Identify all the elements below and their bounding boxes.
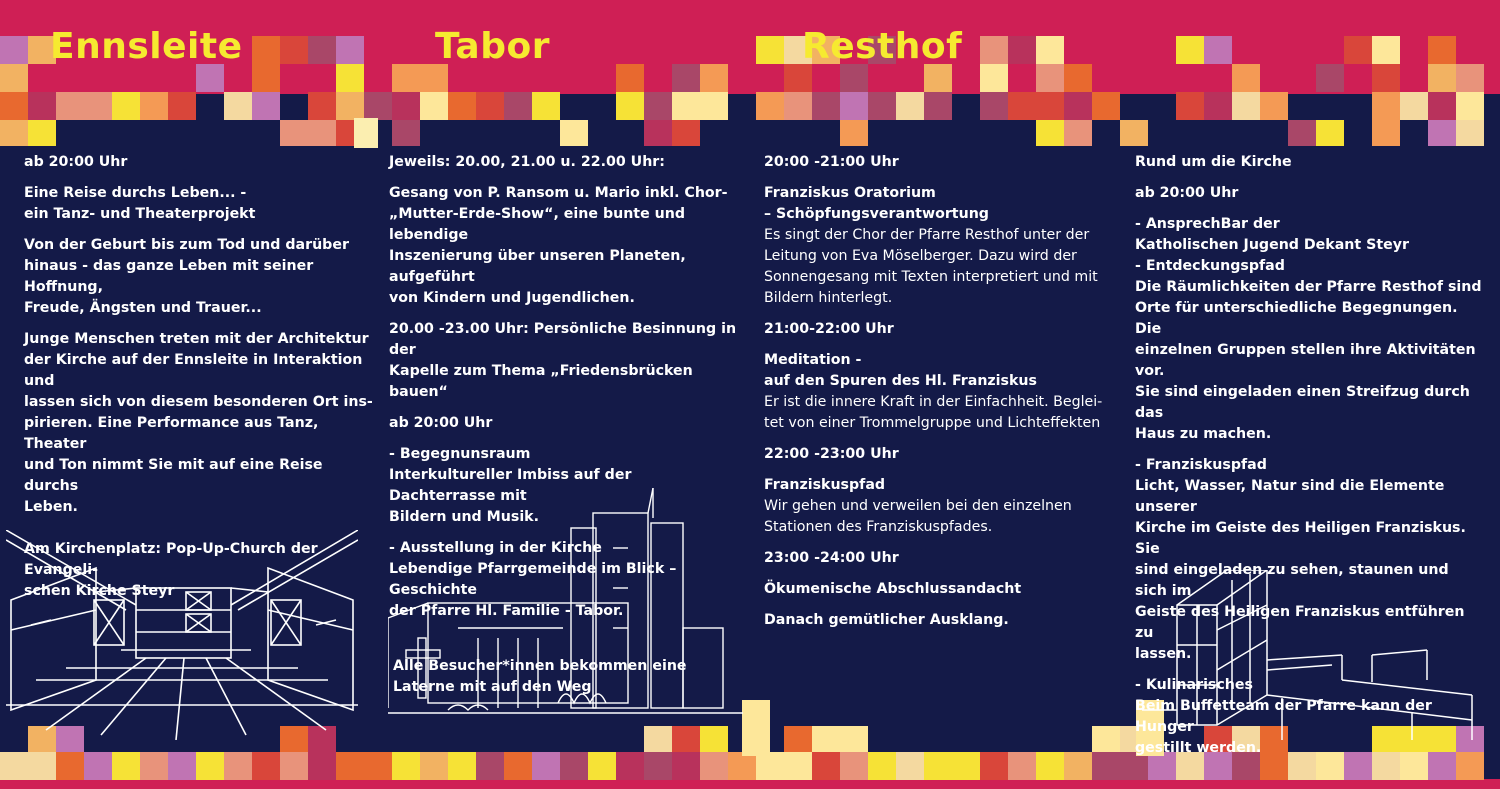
pixel-square xyxy=(28,120,56,146)
pixel-square xyxy=(308,120,336,146)
pixel-square xyxy=(672,120,700,146)
pixel-square xyxy=(644,92,672,120)
resthof-description-2: Er ist die innere Kraft in der Einfachheit. Beglei- tet von einer Trommelgruppe und Lichteffekten xyxy=(764,394,1103,431)
pixel-square xyxy=(336,36,364,64)
pixel-square xyxy=(1092,726,1120,752)
pixel-square xyxy=(868,92,896,120)
pixel-square xyxy=(252,36,280,64)
pixel-square xyxy=(896,92,924,120)
pixel-square xyxy=(1008,92,1036,120)
pixel-square xyxy=(532,92,560,120)
pixel-square xyxy=(756,92,784,120)
pixel-square xyxy=(280,120,308,146)
resthof-heading-3: Franziskuspfad xyxy=(764,477,886,493)
pixel-square xyxy=(392,752,420,780)
pixel-square xyxy=(140,752,168,780)
pixel-square xyxy=(1372,36,1400,64)
title-tabor: Tabor xyxy=(435,26,550,67)
pixel-square xyxy=(1456,64,1484,92)
pixel-square xyxy=(336,64,364,92)
pixel-square xyxy=(364,92,392,120)
pixel-square xyxy=(392,120,420,146)
pixel-square xyxy=(56,92,84,120)
pixel-square xyxy=(252,92,280,120)
resthof-description-1: Es singt der Chor der Pfarre Resthof unter der Leitung von Eva Möselberger. Dazu wird der Sonnengesang mit Texten interpretiert und mit Bildern hinterlegt. xyxy=(764,227,1098,306)
pixel-square xyxy=(224,92,252,120)
pixel-square xyxy=(756,752,784,780)
pixel-square xyxy=(644,752,672,780)
tabor-building-sketch xyxy=(388,488,743,728)
tabor-times: Jeweils: 20.00, 21.00 u. 22.00 Uhr: xyxy=(389,154,665,170)
column-resthof-program xyxy=(764,152,1104,641)
pixel-square xyxy=(840,64,868,92)
pixel-square xyxy=(280,752,308,780)
pixel-square xyxy=(0,752,28,780)
pixel-square xyxy=(924,92,952,120)
pixel-square xyxy=(1036,36,1064,64)
pixel-square xyxy=(1204,92,1232,120)
pixel-square xyxy=(924,64,952,92)
ennsleite-paragraph-1: Von der Geburt bis zum Tod und darüber hinaus - das ganze Leben mit seiner Hoffnung, Freude, Ängsten und Trauer... xyxy=(24,237,349,316)
pixel-square xyxy=(700,752,728,780)
pixel-square xyxy=(1344,36,1372,64)
resthof-closing: Danach gemütlicher Ausklang. xyxy=(764,612,1009,628)
pixel-square xyxy=(616,752,644,780)
pixel-square xyxy=(1008,36,1036,64)
pixel-square xyxy=(672,92,700,120)
pixel-square xyxy=(1400,92,1428,120)
title-ennsleite: Ennsleite xyxy=(50,26,243,67)
pixel-square xyxy=(224,752,252,780)
pixel-square xyxy=(28,752,56,780)
pixel-block xyxy=(354,118,378,148)
pixel-square xyxy=(140,92,168,120)
around-time: ab 20:00 Uhr xyxy=(1135,185,1239,201)
pixel-square xyxy=(700,92,728,120)
around-paragraph-3: - Kulinarisches Beim Buffetteam der Pfarre kann der Hunger gestillt werden. xyxy=(1135,677,1432,756)
pixel-square xyxy=(476,752,504,780)
pixel-square xyxy=(1372,64,1400,92)
pixel-square xyxy=(644,120,672,146)
pixel-square xyxy=(1120,120,1148,146)
pixel-square xyxy=(420,92,448,120)
pixel-square xyxy=(700,726,728,752)
pixel-square xyxy=(924,752,952,780)
pixel-square xyxy=(1064,752,1092,780)
resthof-time-4: 23:00 -24:00 Uhr xyxy=(764,550,899,566)
resthof-time-2: 21:00-22:00 Uhr xyxy=(764,321,894,337)
pixel-square xyxy=(1316,64,1344,92)
pixel-square xyxy=(812,726,840,752)
pixel-square xyxy=(84,92,112,120)
ennsleite-time: ab 20:00 Uhr xyxy=(24,154,128,170)
pixel-square xyxy=(1428,120,1456,146)
pixel-square xyxy=(980,36,1008,64)
pixel-square xyxy=(1176,36,1204,64)
pixel-square xyxy=(756,36,784,64)
pixel-square xyxy=(728,752,756,780)
pixel-square xyxy=(840,120,868,146)
pixel-square xyxy=(952,752,980,780)
pixel-square xyxy=(308,36,336,64)
pixel-square xyxy=(1260,92,1288,120)
pixel-square xyxy=(0,120,28,146)
pixel-square xyxy=(980,92,1008,120)
ennsleite-heading: Eine Reise durchs Leben... - ein Tanz- und Theaterprojekt xyxy=(24,185,256,222)
pixel-square xyxy=(56,752,84,780)
resthof-description-3: Wir gehen und verweilen bei den einzelnen Stationen des Franziskuspfades. xyxy=(764,498,1072,535)
resthof-building-sketch xyxy=(1132,570,1477,740)
pixel-square xyxy=(1008,752,1036,780)
pixel-square xyxy=(308,752,336,780)
pixel-square xyxy=(28,92,56,120)
pixel-square xyxy=(252,752,280,780)
pixel-square xyxy=(168,92,196,120)
tabor-paragraph-1: Gesang von P. Ransom u. Mario inkl. Chor- „Mutter-Erde-Show“, eine bunte und lebendige Inszenierung über unseren Planeten, aufgeführt von Kindern und Jugendlichen. xyxy=(389,185,728,306)
pixel-square xyxy=(1036,64,1064,92)
pixel-square xyxy=(560,752,588,780)
pixel-square xyxy=(364,752,392,780)
pixel-square xyxy=(1372,92,1400,120)
pixel-square xyxy=(0,64,28,92)
pixel-square xyxy=(1372,120,1400,146)
pixel-square xyxy=(448,92,476,120)
pixel-square xyxy=(1456,120,1484,146)
tabor-paragraph-4: - Ausstellung in der Kirche Lebendige Pfarrgemeinde im Blick – Geschichte der Pfarre Hl. Familie - Tabor. xyxy=(389,540,677,619)
pixel-square xyxy=(0,36,28,64)
pixel-square xyxy=(812,92,840,120)
pixel-square xyxy=(980,64,1008,92)
pixel-square xyxy=(784,752,812,780)
pixel-square xyxy=(84,752,112,780)
pixel-square xyxy=(1036,752,1064,780)
pixel-square xyxy=(168,752,196,780)
pixel-square xyxy=(840,92,868,120)
around-paragraph-2: - Franziskuspfad Licht, Wasser, Natur sind die Elemente unserer Kirche im Geiste des Heiligen Franziskus. Sie sind eingeladen zu sehen, staunen und sich im Geiste des Heiligen Franziskus entführen zu lassen. xyxy=(1135,457,1466,662)
tabor-paragraph-5: Alle Besucher*innen bekommen eine Laterne mit auf den Weg xyxy=(393,658,687,695)
pixel-square xyxy=(1036,92,1064,120)
pixel-square xyxy=(476,92,504,120)
resthof-time-1: 20:00 -21:00 Uhr xyxy=(764,154,899,170)
bottom-band xyxy=(0,779,1500,789)
pixel-square xyxy=(112,752,140,780)
pixel-square xyxy=(1064,120,1092,146)
pixel-square xyxy=(504,752,532,780)
ennsleite-paragraph-2: Junge Menschen treten mit der Architektur der Kirche auf der Ennsleite in Interaktion und lassen sich von diesem besonderen Ort ins- pirieren. Eine Performance aus Tanz, Theater und Ton nimmt Sie mit auf eine Reise durchs Leben. xyxy=(24,331,373,515)
pixel-square xyxy=(1064,64,1092,92)
pixel-square xyxy=(1064,92,1092,120)
pixel-square xyxy=(1288,120,1316,146)
pixel-square xyxy=(1428,64,1456,92)
ennsleite-building-sketch xyxy=(6,530,358,740)
pixel-square xyxy=(308,92,336,120)
pixel-square xyxy=(280,36,308,64)
pixel-square xyxy=(392,64,420,92)
resthof-time-3: 22:00 -23:00 Uhr xyxy=(764,446,899,462)
pixel-square xyxy=(504,92,532,120)
around-paragraph-1: - AnsprechBar der Katholischen Jugend Dekant Steyr - Entdeckungspfad Die Räumlichkeiten der Pfarre Resthof sind Orte für unterschiedliche Begegnungen. Die einzelnen Gruppen stellen ihre Aktivitäten vor. Sie sind eingeladen einen Streifzug durch das Haus zu machen. xyxy=(1135,216,1482,442)
pixel-square xyxy=(840,752,868,780)
title-resthof: Resthof xyxy=(802,26,963,67)
pixel-square xyxy=(1232,64,1260,92)
pixel-square xyxy=(588,752,616,780)
pixel-square xyxy=(812,752,840,780)
pixel-square xyxy=(1456,92,1484,120)
resthof-heading-1: Franziskus Oratorium – Schöpfungsverantwortung xyxy=(764,185,989,222)
tabor-paragraph-3: - Begegnunsraum Interkultureller Imbiss auf der Dachterrasse mit Bildern und Musik. xyxy=(389,446,632,525)
pixel-square xyxy=(868,752,896,780)
tabor-paragraph-2: 20.00 -23.00 Uhr: Persönliche Besinnung in der Kapelle zum Thema „Friedensbrücken bauen“ xyxy=(389,321,737,400)
pixel-square xyxy=(336,92,364,120)
pixel-square xyxy=(560,120,588,146)
around-heading: Rund um die Kirche xyxy=(1135,154,1292,170)
pixel-square xyxy=(1232,92,1260,120)
pixel-block xyxy=(742,700,770,756)
pixel-square xyxy=(1092,92,1120,120)
pixel-square xyxy=(700,64,728,92)
pixel-square xyxy=(1428,36,1456,64)
pixel-square xyxy=(784,92,812,120)
pixel-square xyxy=(1092,752,1120,780)
pixel-square xyxy=(1176,92,1204,120)
pixel-square xyxy=(1316,120,1344,146)
pixel-square xyxy=(644,726,672,752)
pixel-square xyxy=(420,752,448,780)
pixel-square xyxy=(196,64,224,92)
pixel-square xyxy=(672,64,700,92)
pixel-square xyxy=(1428,92,1456,120)
pixel-square xyxy=(532,752,560,780)
pixel-square xyxy=(784,726,812,752)
pixel-square xyxy=(336,752,364,780)
pixel-square xyxy=(392,92,420,120)
pixel-square xyxy=(840,726,868,752)
pixel-square xyxy=(448,752,476,780)
tabor-time-2: ab 20:00 Uhr xyxy=(389,415,493,431)
resthof-heading-2: Meditation - auf den Spuren des Hl. Franziskus xyxy=(764,352,1037,389)
pixel-square xyxy=(0,92,28,120)
pixel-square xyxy=(672,752,700,780)
resthof-heading-4: Ökumenische Abschlussandacht xyxy=(764,581,1022,597)
pixel-square xyxy=(616,64,644,92)
pixel-square xyxy=(1204,36,1232,64)
pixel-square xyxy=(252,64,280,92)
pixel-square xyxy=(672,726,700,752)
ennsleite-paragraph-3: Am Kirchenplatz: Pop-Up-Church der Evangeli- schen Kirche Steyr xyxy=(24,541,318,599)
pixel-square xyxy=(616,92,644,120)
pixel-square xyxy=(784,64,812,92)
pixel-square xyxy=(420,64,448,92)
pixel-square xyxy=(1036,120,1064,146)
pixel-square xyxy=(896,752,924,780)
pixel-square xyxy=(196,752,224,780)
pixel-square xyxy=(980,752,1008,780)
pixel-square xyxy=(112,92,140,120)
